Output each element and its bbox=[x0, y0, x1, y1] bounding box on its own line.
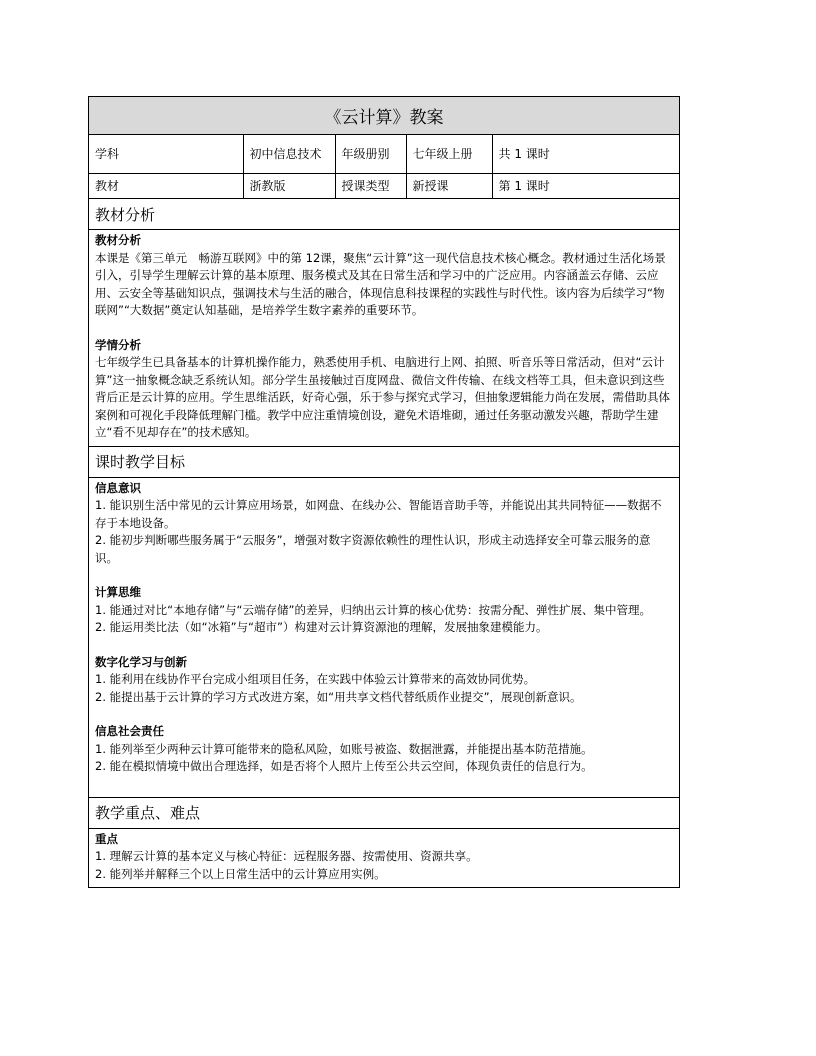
list-item: 2. 能提出基于云计算的学习方式改进方案，如“用共享文档代替纸质作业提交”，展现创新意识。 bbox=[95, 689, 582, 704]
meta-cell: 学科 bbox=[89, 135, 243, 174]
subheading: 教材分析 bbox=[95, 233, 141, 247]
list-item: 1. 理解云计算的基本定义与核心特征：远程服务器、按需使用、资源共享。 bbox=[95, 849, 478, 863]
subheading: 计算思维 bbox=[95, 585, 141, 599]
meta-cell: 浙教版 bbox=[243, 174, 335, 199]
paragraph: 七年级学生已具备基本的计算机操作能力，熟悉使用手机、电脑进行上网、拍照、听音乐等日常活动，但对“云计算”这一抽象概念缺乏系统认知。部分学生虽接触过百度网盘、微信文件传输、在线文档等工具，但未意识到这些背后正是云计算的应用。学生思维活跃，好奇心强，乐于参与探究式学习，但抽象逻辑能力尚在发展，需借助具体案例和可视化手段降低理解门槛。教学中应注重情境创设，避免术语堆砌，通过任务驱动激发兴趣，帮助学生建立“看不见却存在”的技术感知。 bbox=[95, 355, 670, 439]
meta-table bbox=[89, 135, 679, 199]
meta-row-2 bbox=[89, 174, 679, 199]
list-item: 1. 能利用在线协作平台完成小组项目任务，在实践中体验云计算带来的高效协同优势。 bbox=[95, 672, 536, 686]
document-title: 《云计算》教案 bbox=[89, 97, 679, 135]
meta-cell: 初中信息技术 bbox=[243, 135, 335, 174]
section-title: 教材分析 bbox=[89, 199, 679, 230]
section-title: 教学重点、难点 bbox=[89, 798, 679, 829]
lesson-plan-document bbox=[88, 96, 680, 888]
list-item: 2. 能运用类比法（如“冰箱”与“超市”）构建对云计算资源池的理解，发展抽象建模能力。 bbox=[95, 620, 548, 634]
subheading: 重点 bbox=[95, 831, 118, 846]
subheading: 学情分析 bbox=[95, 337, 141, 352]
section-body bbox=[89, 829, 679, 888]
meta-cell: 教材 bbox=[89, 174, 243, 199]
subheading: 数字化学习与创新 bbox=[95, 654, 187, 669]
section-body bbox=[89, 478, 679, 797]
paragraph: 本课是《第三单元 畅游互联网》中的第 12课，聚焦“云计算”这一现代信息技术核心概念。教材通过生活化场景引入，引导学生理解云计算的基本原理、服务模式及其在日常生活和学习中的广泛应用。内容涵盖云存储、云应用、云安全等基础知识点，强调技术与生活的融合，体现信息科技课程的实践性与时代性。该内容为后续学习“物联网”“大数据”奠定认知基础，是培养学生数字素养的重要环节。 bbox=[95, 250, 666, 317]
section-key-points bbox=[89, 798, 679, 888]
list-item: 2. 能初步判断哪些服务属于“云服务”，增强对数字资源依赖性的理性认识，形成主动选择安全可靠云服务的意识。 bbox=[95, 533, 651, 565]
subheading: 信息意识 bbox=[95, 480, 141, 495]
meta-cell: 授课类型 bbox=[335, 174, 406, 199]
list-item: 1. 能列举至少两种云计算可能带来的隐私风险，如账号被盗、数据泄露，并能提出基本防范措施。 bbox=[95, 741, 593, 756]
list-item: 1. 能通过对比“本地存储”与“云端存储”的差异，归纳出云计算的核心优势：按需分配、弹性扩展、集中管理。 bbox=[95, 602, 651, 617]
list-item: 2. 能列举并解释三个以上日常生活中的云计算应用实例。 bbox=[95, 866, 386, 881]
meta-cell: 新授课 bbox=[406, 174, 492, 199]
list-item: 2. 能在模拟情境中做出合理选择，如是否将个人照片上传至公共云空间，体现负责任的信息行为。 bbox=[95, 759, 593, 773]
meta-cell: 第 1 课时 bbox=[492, 174, 679, 199]
section-title: 课时教学目标 bbox=[89, 447, 679, 478]
meta-cell: 年级册别 bbox=[335, 135, 406, 174]
section-material-analysis bbox=[89, 199, 679, 447]
section-teaching-goals bbox=[89, 447, 679, 798]
section-body bbox=[89, 230, 679, 446]
meta-row-1 bbox=[89, 135, 679, 174]
list-item: 1. 能识别生活中常见的云计算应用场景，如网盘、在线办公、智能语音助手等，并能说出其共同特征——数据不存于本地设备。 bbox=[95, 498, 662, 530]
meta-cell: 共 1 课时 bbox=[492, 135, 679, 174]
subheading: 信息社会责任 bbox=[95, 724, 164, 738]
meta-cell: 七年级上册 bbox=[406, 135, 492, 174]
